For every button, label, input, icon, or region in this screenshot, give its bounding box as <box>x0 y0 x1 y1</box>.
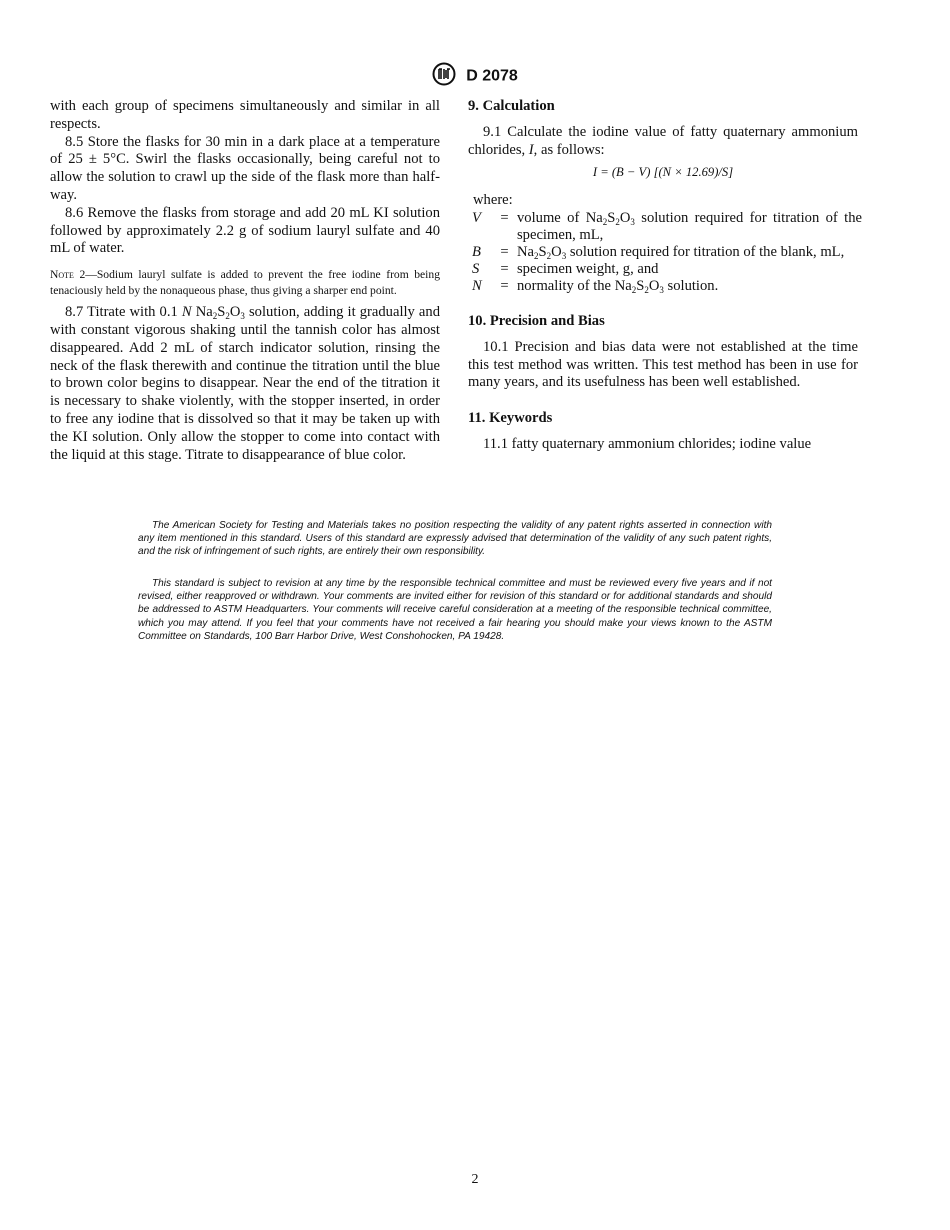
definition-symbol: B <box>472 243 481 260</box>
p91-lead: 9.1 Calculate the iodine value of fatty quaternary ammonium chlorides, <box>468 123 858 158</box>
section-9-heading: 9. Calculation <box>468 98 555 114</box>
variable-definitions <box>472 210 862 295</box>
definition-text: volume of $Na_2S_2O_3$ solution required for titration of the specimen, mL, <box>517 209 862 243</box>
right-column <box>468 98 862 454</box>
note-label: Note <box>50 268 74 282</box>
equals-sign: = <box>500 243 509 260</box>
page-number: 2 <box>471 1172 479 1187</box>
definition-row <box>472 210 862 244</box>
iodine-symbol: I <box>528 141 534 158</box>
normality-symbol: N <box>181 304 192 321</box>
note-text: 2—Sodium lauryl sulfate is added to prevent the free iodine from being tenaciously held by the nonaqueous phase, thus giving a sharper end point. <box>50 268 440 297</box>
paragraph-8-7 <box>50 304 440 464</box>
definition-text: normality of the $Na_2S_2O_3$ solution. <box>517 277 719 295</box>
thiosulfate-formula: $Na_2S_2O_3$ <box>195 304 245 322</box>
revision-notice-text: This standard is subject to revision at any time by the responsible technical committee and must be reviewed every five years and if not revised, either reapproved or withdrawn. Your comments are invited either for revision of this standard or for additional standards and should be addressed to ASTM Headquarters. Your comments will receive careful consideration at a meeting of the responsible technical committee, which you may attend. If you feel that your comments have not received a fair hearing you should make your views known to the ASTM Committee on Standards, 100 Barr Harbor Drive, West Conshohocken, PA 19428. <box>138 578 772 642</box>
definition-text: specimen weight, g, and <box>517 260 659 277</box>
paragraph-10-1: 10.1 Precision and bias data were not established at the time this test method was written. This test method has been in use for many years, and its usefulness has been well established. <box>468 338 858 391</box>
paragraph-11-1: 11.1 fatty quaternary ammonium chlorides; iodine value <box>483 435 812 452</box>
equals-sign: = <box>500 260 509 277</box>
where-label: where: <box>473 192 513 209</box>
iodine-value-formula: I = (B − V) [(N × 12.69)/S] <box>592 165 734 180</box>
definition-row <box>472 278 862 295</box>
definition-row <box>472 261 862 278</box>
section-11-heading: 11. Keywords <box>468 410 553 427</box>
note-2 <box>50 267 440 298</box>
page-header <box>0 62 950 91</box>
equals-sign: = <box>500 277 509 294</box>
definition-symbol: S <box>472 260 480 277</box>
p91-tail: , as follows: <box>533 141 605 158</box>
section-10-heading: 10. Precision and Bias <box>468 312 605 329</box>
p87-lead: 8.7 Titrate with 0.1 <box>65 304 182 321</box>
definition-text: $Na_2S_2O_3$ solution required for titration of the blank, mL, <box>517 243 845 261</box>
definition-row <box>472 244 862 261</box>
paragraph-9-1 <box>468 124 858 160</box>
revision-notice <box>138 577 772 643</box>
left-column <box>50 98 440 464</box>
patent-notice-text: The American Society for Testing and Materials takes no position respecting the validity of any patent rights asserted in connection with any item mentioned in this standard. Users of this standard are expressly advised that determination of the validity of any such patent rights, and the risk of infringement of such rights, are entirely their own responsibility. <box>138 520 772 558</box>
definition-symbol: V <box>472 209 481 226</box>
patent-notice <box>138 519 772 559</box>
definition-symbol: N <box>472 277 482 294</box>
document-code: D 2078 <box>466 67 518 85</box>
paragraph-continued: with each group of specimens simultaneously and similar in all respects. <box>50 98 440 132</box>
paragraph-8-6: 8.6 Remove the flasks from storage and add 20 mL KI solution followed by approximately 2.2 g of sodium lauryl sulfate and 40 mL of water. <box>50 204 440 257</box>
p87-body: solution, adding it gradually and with constant vigorous shaking until the tannish color has almost disappeared. Add 2 mL of starch indicator solution, rinsing the neck of the flask therewith and continue the titration until the blue to brown color begins to disappear. Near the end of the titration it is necessary to shake violently, with the stopper inserted, in order to free any iodine that is dissolved so that it may be taken up with the KI solution. Only allow the stopper to come into contact with the liquid at this stage. Titrate to disappearance of blue color. <box>50 304 441 463</box>
astm-logo-icon <box>432 62 456 91</box>
equals-sign: = <box>500 209 509 226</box>
paragraph-8-5: 8.5 Store the flasks for 30 min in a dark place at a temperature of 25 ± 5°C. Swirl the flasks occasionally, being careful not to allow the solution to crawl up the side of the flask more than half-way. <box>50 133 440 203</box>
